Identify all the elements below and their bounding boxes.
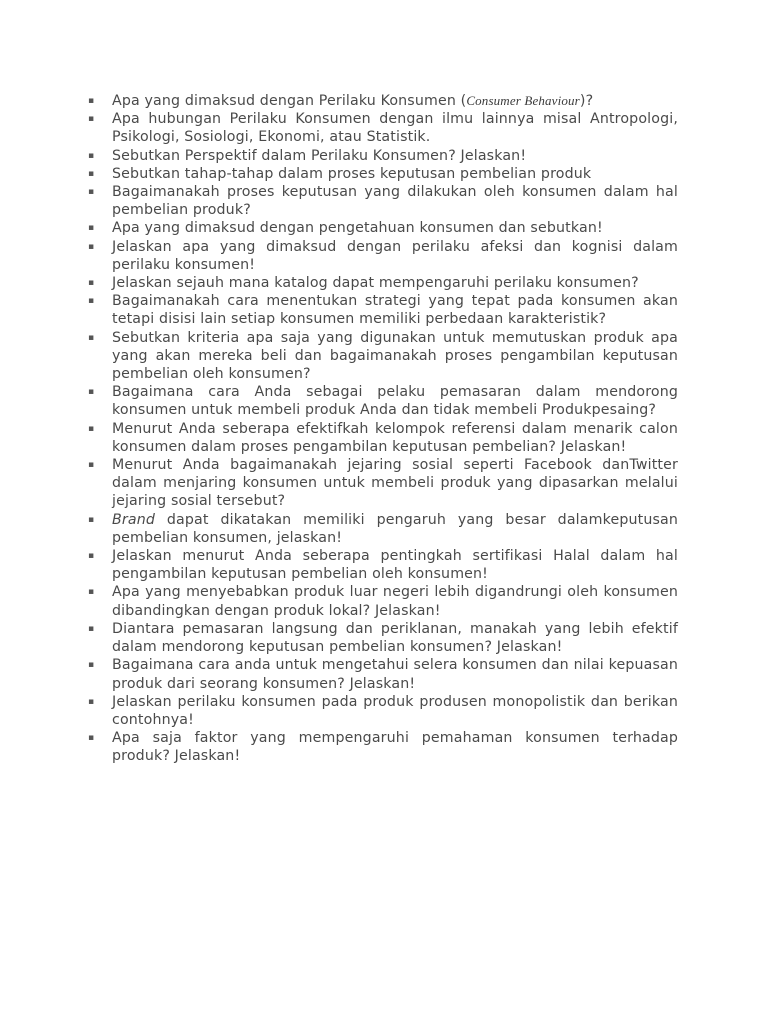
list-item <box>88 420 678 456</box>
list-item <box>88 183 678 219</box>
bullet-icon: ▪ <box>88 696 95 707</box>
question-text: Jelaskan sejauh mana katalog dapat mempengaruhi perilaku konsumen? <box>112 275 639 292</box>
question-text: Apa yang dimaksud dengan pengetahuan konsumen dan sebutkan! <box>112 220 603 237</box>
bullet-icon: ▪ <box>88 187 95 198</box>
question-text: Menurut Anda bagaimanakah jejaring sosial seperti Facebook danTwitter dalam menjaring konsumen untuk membeli produk yang dipasarkan melalui jejaring sosial tersebut? <box>112 457 678 510</box>
list-item <box>88 292 678 328</box>
bullet-icon: ▪ <box>88 660 95 671</box>
bullet-icon: ▪ <box>88 587 95 598</box>
list-item <box>88 92 678 110</box>
question-list <box>88 92 678 766</box>
list-item <box>88 693 678 729</box>
list-item <box>88 110 678 146</box>
question-text: Bagaimanakah proses keputusan yang dilakukan oleh konsumen dalam hal pembelian produk? <box>112 184 678 219</box>
list-item <box>88 620 678 656</box>
question-text: Bagaimanakah cara menentukan strategi yang tepat pada konsumen akan tetapi disisi lain setiap konsumen memiliki perbedaan karakteristik? <box>112 293 678 328</box>
question-text: Sebutkan kriteria apa saja yang digunakan untuk memutuskan produk apa yang akan mereka beli dan bagaimanakah proses pengambilan keputusan pembelian oleh konsumen? <box>112 329 678 383</box>
question-text: Jelaskan apa yang dimaksud dengan perilaku afeksi dan kognisi dalam perilaku konsumen! <box>112 238 678 273</box>
list-item <box>88 583 678 619</box>
emphasis-text: Consumer Behaviour <box>466 93 580 108</box>
emphasis-text: Brand <box>112 511 156 528</box>
list-item <box>88 511 678 547</box>
question-text: Bagaimana cara Anda sebagai pelaku pemasaran dalam mendorong konsumen untuk membeli produk Anda dan tidak membeli Produkpesaing? <box>112 384 678 419</box>
bullet-icon: ▪ <box>88 96 95 106</box>
question-text: Jelaskan menurut Anda seberapa pentingkah sertifikasi Halal dalam hal pengambilan keputusan pembelian oleh konsumen! <box>112 548 678 583</box>
list-item <box>88 219 678 237</box>
bullet-icon: ▪ <box>88 551 95 562</box>
bullet-icon: ▪ <box>88 623 95 634</box>
question-text: Bagaimana cara anda untuk mengetahui selera konsumen dan nilai kepuasan produk dari seorang konsumen? Jelaskan! <box>112 657 678 692</box>
list-item <box>88 656 678 692</box>
list-item <box>88 147 678 165</box>
question-text: Apa yang menyebabkan produk luar negeri lebih digandrungi oleh konsumen dibandingkan dengan produk lokal? Jelaskan! <box>112 584 678 619</box>
list-item <box>88 274 678 292</box>
list-item <box>88 238 678 274</box>
bullet-icon: ▪ <box>88 332 95 343</box>
bullet-icon: ▪ <box>88 150 95 161</box>
list-item <box>88 165 678 183</box>
list-item <box>88 383 678 419</box>
question-text: Apa saja faktor yang mempengaruhi pemahaman konsumen terhadap produk? Jelaskan! <box>112 730 678 765</box>
question-text: Sebutkan tahap-tahap dalam proses keputusan pembelian produk <box>112 165 592 182</box>
bullet-icon: ▪ <box>88 296 95 307</box>
list-item <box>88 547 678 583</box>
list-item <box>88 729 678 765</box>
bullet-icon: ▪ <box>88 733 95 744</box>
question-text: Apa hubungan Perilaku Konsumen dengan ilmu lainnya misal Antropologi, Psikologi, Sosiologi, Ekonomi, atau Statistik. <box>112 111 678 146</box>
bullet-icon: ▪ <box>88 168 95 179</box>
bullet-icon: ▪ <box>88 223 95 234</box>
question-text: Menurut Anda seberapa efektifkah kelompok referensi dalam menarik calon konsumen dalam proses pengambilan keputusan pembelian? Jelaskan! <box>112 420 678 455</box>
bullet-icon: ▪ <box>88 460 95 471</box>
question-text: Apa yang dimaksud dengan Perilaku Konsumen (Consumer Behaviour)? <box>112 93 594 109</box>
bullet-icon: ▪ <box>88 278 95 289</box>
question-text: Jelaskan perilaku konsumen pada produk produsen monopolistik dan berikan contohnya! <box>112 693 678 728</box>
bullet-icon: ▪ <box>88 241 95 252</box>
bullet-icon: ▪ <box>88 114 95 125</box>
question-text: Diantara pemasaran langsung dan periklanan, manakah yang lebih efektif dalam mendorong keputusan pembelian konsumen? Jelaskan! <box>112 620 678 656</box>
list-item <box>88 456 678 511</box>
question-text: Sebutkan Perspektif dalam Perilaku Konsumen? Jelaskan! <box>112 147 527 164</box>
bullet-icon: ▪ <box>88 387 95 398</box>
question-text: Brand dapat dikatakan memiliki pengaruh yang besar dalamkeputusan pembelian konsumen, jelaskan! <box>112 511 678 546</box>
bullet-icon: ▪ <box>88 514 95 525</box>
bullet-icon: ▪ <box>88 423 95 434</box>
list-item <box>88 329 678 384</box>
